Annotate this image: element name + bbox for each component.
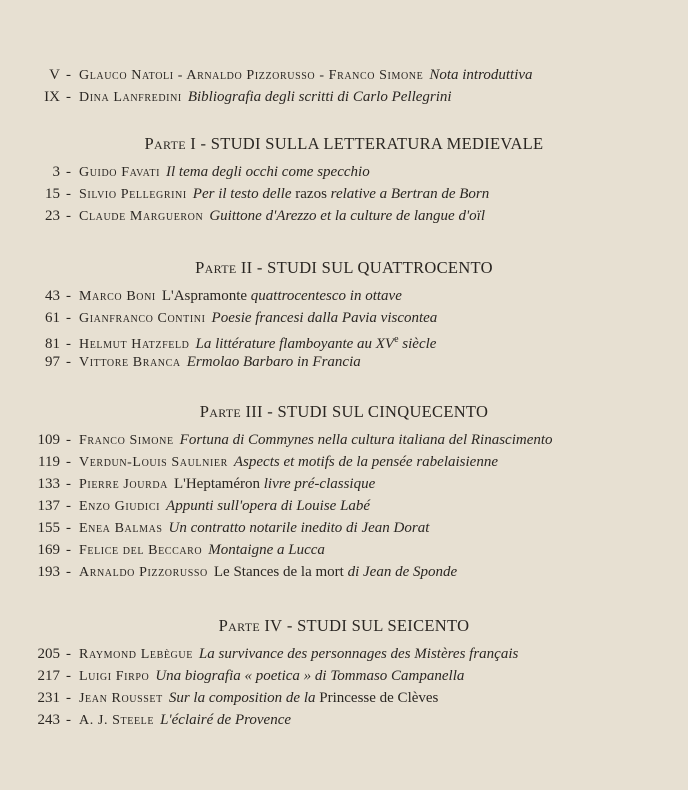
toc-entry	[0, 541, 325, 560]
title-segment: Bibliografia degli scritti di Carlo Pellegrini	[187, 89, 452, 105]
title-segment: Ermolao Barbaro in Francia	[186, 354, 361, 370]
part-heading	[0, 258, 688, 278]
title-segment: e	[394, 334, 399, 345]
part-label: Parte IV	[218, 616, 283, 635]
dash-separator: -	[66, 542, 71, 558]
author-name: Jean Rousset	[79, 691, 163, 706]
page-number: 3	[52, 164, 60, 180]
toc-entry	[0, 331, 436, 354]
essay-title	[166, 498, 370, 514]
essay-title	[193, 186, 489, 202]
page-number: 109	[37, 432, 60, 448]
page-number: 61	[45, 310, 60, 326]
page-number: 155	[37, 520, 60, 536]
essay-title	[166, 164, 370, 180]
title-segment: L'éclairé de Provence	[160, 712, 292, 728]
author-name: Dina Lanfredini	[79, 90, 182, 105]
toc-entry	[0, 689, 438, 708]
title-segment: di Jean de Sponde	[347, 564, 458, 580]
page-number: 205	[37, 646, 60, 662]
author-name: Enea Balmas	[79, 521, 163, 536]
essay-title	[187, 354, 361, 370]
dash-separator: -	[66, 310, 71, 326]
page-number: 193	[37, 564, 60, 580]
toc-entry	[0, 163, 370, 182]
dash-separator: -	[66, 498, 71, 514]
essay-title	[162, 288, 402, 304]
author-name: Helmut Hatzfeld	[79, 337, 190, 352]
essay-title	[196, 336, 437, 352]
toc-entry	[0, 431, 553, 450]
toc-entry	[0, 453, 498, 472]
essay-title	[174, 476, 375, 492]
essay-title	[160, 712, 291, 728]
dash-separator: -	[66, 208, 71, 224]
page-number: 119	[38, 454, 60, 470]
title-segment: L'Heptaméron	[173, 476, 264, 492]
title-segment: Per il testo delle	[192, 186, 296, 202]
title-segment: Poesie francesi dalla Pavia viscontea	[211, 310, 438, 326]
author-name: Silvio Pellegrini	[79, 187, 187, 202]
toc-entry	[0, 185, 489, 204]
toc-entry	[0, 309, 437, 328]
dash-separator: -	[66, 186, 71, 202]
page-number: 231	[37, 690, 60, 706]
page-number: 81	[45, 336, 60, 352]
essay-title	[180, 432, 553, 448]
toc-entry	[0, 519, 429, 538]
part-heading	[0, 616, 688, 636]
author-name: Franco Simone	[79, 433, 174, 448]
title-segment: L'Aspramonte	[161, 288, 251, 304]
toc-entry	[0, 711, 291, 730]
toc-entry	[0, 88, 452, 107]
toc-entry	[0, 66, 533, 85]
title-segment: quattrocentesco in ottave	[250, 288, 402, 304]
toc-entry	[0, 207, 485, 226]
part-title: - STUDI SUL QUATTROCENTO	[256, 258, 493, 277]
part-heading	[0, 402, 688, 422]
dash-separator: -	[66, 646, 71, 662]
dash-separator: -	[66, 89, 71, 105]
essay-title	[155, 668, 464, 684]
part-label: Parte II	[195, 258, 253, 277]
page-number: 43	[45, 288, 60, 304]
page-number: 137	[37, 498, 60, 514]
essay-title	[234, 454, 498, 470]
part-title: - STUDI SUL SEICENTO	[286, 616, 470, 635]
dash-separator: -	[66, 288, 71, 304]
page-number: 15	[45, 186, 60, 202]
title-segment: Appunti sull'opera di Louise Labé	[166, 498, 371, 514]
essay-title	[208, 542, 325, 558]
author-name: Raymond Lebègue	[79, 647, 193, 662]
part-title: - STUDI SUL CINQUECENTO	[267, 402, 489, 421]
page-number: 23	[45, 208, 60, 224]
part-heading	[0, 134, 688, 154]
page-number: 217	[37, 668, 60, 684]
title-segment: Montaigne a Lucca	[208, 542, 325, 558]
author-name: Gianfranco Contini	[79, 311, 206, 326]
dash-separator: -	[66, 690, 71, 706]
part-label: Parte I	[144, 134, 197, 153]
dash-separator: -	[66, 564, 71, 580]
author-name: Marco Boni	[79, 289, 156, 304]
toc-entry	[0, 353, 361, 372]
title-segment: Fortuna di Commynes nella cultura italiana del Rinascimento	[179, 432, 553, 448]
essay-title	[209, 208, 485, 224]
page-number: 97	[45, 354, 60, 370]
author-name: Luigi Firpo	[79, 669, 150, 684]
dash-separator: -	[66, 336, 71, 352]
toc-entry	[0, 287, 402, 306]
dash-separator: -	[66, 164, 71, 180]
dash-separator: -	[66, 67, 71, 83]
title-segment: siècle	[398, 336, 437, 352]
part-title: - STUDI SULLA LETTERATURA MEDIEVALE	[200, 134, 544, 153]
dash-separator: -	[66, 476, 71, 492]
title-segment: Le Stances de la mort	[213, 564, 348, 580]
title-segment: Una biografia « poetica » di Tommaso Campanella	[155, 668, 465, 684]
title-segment: Aspects et motifs de la pensée rabelaisienne	[233, 454, 498, 470]
author-name: Glauco Natoli - Arnaldo Pizzorusso - Franco Simone	[79, 68, 424, 83]
title-segment: La survivance des personnages des Mistères français	[198, 646, 519, 662]
essay-title	[188, 89, 452, 105]
author-name: Felice del Beccaro	[79, 543, 203, 558]
author-name: A. J. Steele	[79, 713, 155, 728]
page-number: V	[49, 67, 60, 83]
title-segment: livre pré-classique	[263, 476, 376, 492]
title-segment: Un contratto notarile inedito di Jean Dorat	[168, 520, 430, 536]
dash-separator: -	[66, 454, 71, 470]
title-segment: razos	[295, 186, 327, 202]
page-number: 243	[37, 712, 60, 728]
essay-title	[212, 310, 438, 326]
title-segment: Guittone d'Arezzo et la culture de langue d'oïl	[209, 208, 486, 224]
page-number: 169	[37, 542, 60, 558]
page-number: IX	[44, 89, 60, 105]
toc-entry	[0, 645, 518, 664]
essay-title	[429, 67, 532, 83]
toc-entry	[0, 563, 457, 582]
essay-title	[199, 646, 518, 662]
dash-separator: -	[66, 432, 71, 448]
author-name: Enzo Giudici	[79, 499, 161, 514]
author-name: Pierre Jourda	[79, 477, 168, 492]
part-label: Parte III	[199, 402, 263, 421]
author-name: Verdun-Louis Saulnier	[79, 455, 228, 470]
author-name: Guido Favati	[79, 165, 161, 180]
title-segment: Il tema degli occhi come specchio	[166, 164, 370, 180]
toc-entry	[0, 497, 370, 516]
page-number: 133	[37, 476, 60, 492]
title-segment: Nota introduttiva	[429, 67, 533, 83]
title-segment: La littérature flamboyante au XV	[195, 336, 395, 352]
author-name: Vittore Branca	[79, 355, 181, 370]
title-segment: Princesse de Clèves	[319, 690, 439, 706]
dash-separator: -	[66, 354, 71, 370]
title-segment: relative a Bertran de Born	[326, 186, 490, 202]
title-segment: Sur la composition de la	[168, 690, 320, 706]
author-name: Claude Margueron	[79, 209, 204, 224]
author-name: Arnaldo Pizzorusso	[79, 565, 208, 580]
dash-separator: -	[66, 668, 71, 684]
toc-entry	[0, 667, 464, 686]
essay-title	[169, 690, 439, 706]
essay-title	[214, 564, 457, 580]
essay-title	[169, 520, 430, 536]
dash-separator: -	[66, 520, 71, 536]
toc-entry	[0, 475, 375, 494]
dash-separator: -	[66, 712, 71, 728]
